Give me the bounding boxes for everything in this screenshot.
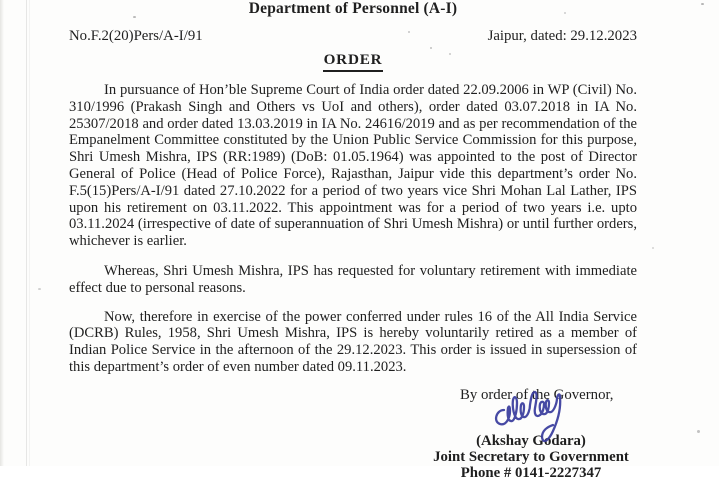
paragraph-whereas: Whereas, Shri Umesh Mishra, IPS has requested for voluntary retirement with immediate effect due to personal reasons. bbox=[69, 262, 637, 296]
order-heading: ORDER bbox=[323, 51, 384, 72]
scan-edge-artifact bbox=[0, 0, 4, 466]
scan-noise-speck bbox=[38, 288, 41, 290]
signatory-phone: Phone # 0141-2227347 bbox=[460, 464, 602, 481]
scan-noise-speck bbox=[652, 247, 654, 249]
reference-number: No.F.2(20)Pers/A-I/91 bbox=[69, 28, 203, 44]
order-heading-row bbox=[69, 51, 637, 72]
paragraph-appointment: In pursuance of Hon’ble Supreme Court of India order dated 22.09.2006 in WP (Civil) No. 310/1996 (Prakash Singh and Others vs UoI and others), order dated 03.07.2018 in IA No. 25307/2018 and order dated 13.03.2019 in IA No. 24616/2019 and as per recommendation of the Empanelment Committee constituted by the Union Public Service Commission for this purpose, Shri Umesh Mishra, IPS (RR:1989) (DoB: 01.05.1964) was appointed to the post of Director General of Police (Head of Police Force), Rajasthan, Jaipur vide this department’s order No. F.5(15)Pers/A-I/91 dated 27.10.2022 for a period of two years vice Shri Mohan Lal Lather, IPS upon his retirement on 03.11.2022. This appointment was for a period of two years i.e. upto 03.11.2024 (irrespective of date of superannuation of Shri Umesh Mishra) or until further orders, whichever is earlier. bbox=[69, 82, 637, 250]
scan-fold-line-faint bbox=[29, 0, 30, 466]
paragraph-retirement-order: Now, therefore in exercise of the power conferred under rules 16 of the All India Service (DCRB) Rules, 1958, Shri Umesh Mishra, IPS is hereby voluntarily retired as a member of Indian Police Service in the afternoon of the 29.12.2023. This order is issued in supersession of this department’s order of even number dated 09.11.2023. bbox=[69, 308, 637, 375]
department-name: Department of Personnel (A-I) bbox=[248, 0, 458, 17]
by-order-line: By order of the Governor, bbox=[460, 386, 614, 403]
scan-noise-speck bbox=[697, 430, 700, 433]
scan-noise-speck bbox=[701, 3, 704, 5]
scan-fold-line bbox=[26, 0, 27, 466]
place-date: Jaipur, dated: 29.12.2023 bbox=[487, 28, 637, 44]
signature bbox=[490, 386, 580, 452]
reference-row bbox=[69, 28, 637, 45]
signatory-designation: Joint Secretary to Government bbox=[433, 448, 629, 465]
signatory-name: (Akshay Godara) bbox=[476, 432, 586, 449]
